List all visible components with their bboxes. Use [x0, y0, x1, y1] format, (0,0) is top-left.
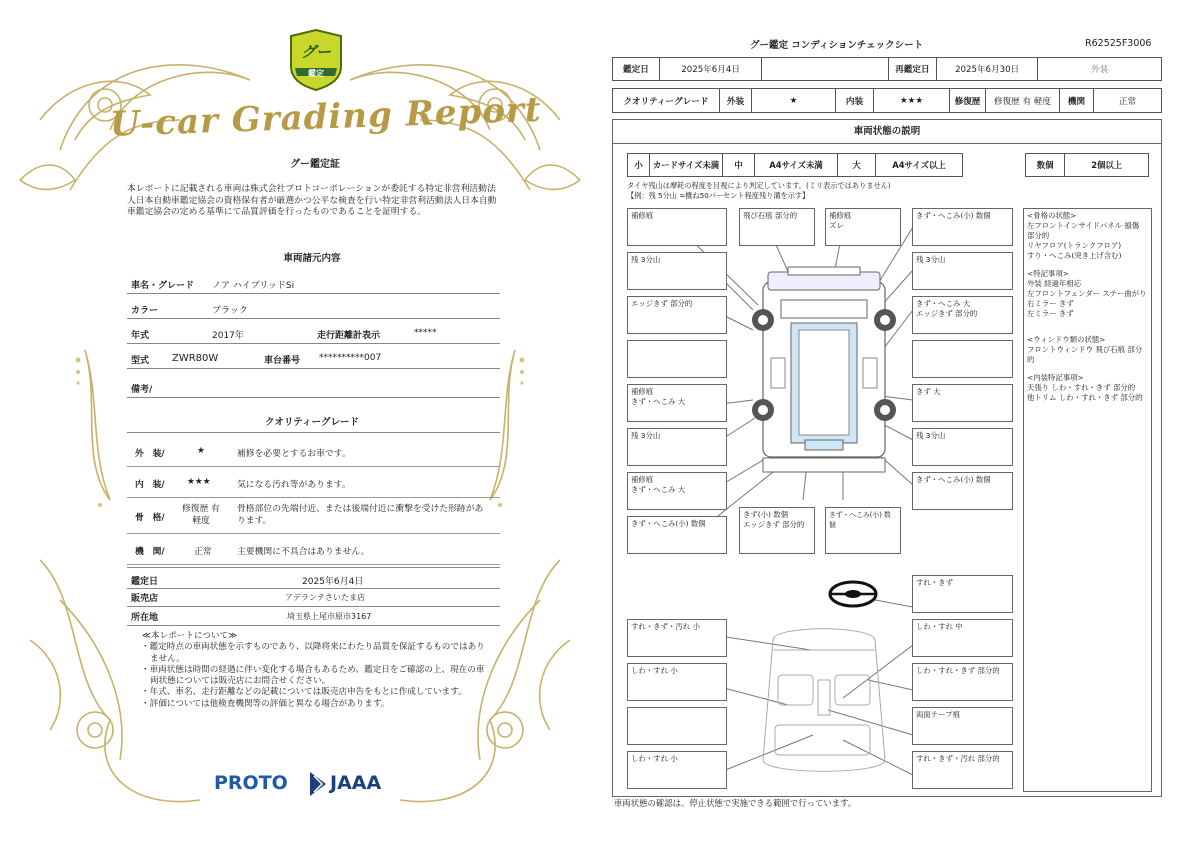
redate-label: 再鑑定日 [889, 58, 937, 80]
spec-row-year [127, 322, 500, 344]
notes-heading: ≪本レポートについて≫ [142, 631, 238, 641]
note-line: <骨格の状態> [1027, 211, 1077, 220]
certificate-statement: 本レポートに記載される車両は株式会社プロトコーポレーションが委託する特定非営利活動法人日本自動車鑑定協会の資格保有者が厳選かつ公平な検査を行い特定非営利活動法人日本自動車鑑定協会の定める基準にて品質評価を行ったものであることを証明する。 [127, 184, 497, 217]
comment-text: 両面テープ痕 [916, 710, 960, 719]
note-line: 外装 経過年相応 [1027, 279, 1082, 288]
size-small-desc: カードサイズ未満 [650, 154, 723, 176]
comment-text: 残 3分山 [631, 255, 661, 264]
comment-rear-bumper [825, 507, 901, 554]
comment-text: きず・へこみ 大 [631, 397, 686, 406]
repair-label: 修復歴 [950, 89, 986, 112]
note-line: 右ミラー きず [1027, 299, 1074, 308]
spec-row-color [127, 297, 500, 319]
spec-row-remarks [127, 376, 500, 398]
comment-text: しわ・すれ・きず 部分的 [916, 666, 1000, 675]
note-line: <ウィンドウ類の状態> [1027, 335, 1106, 344]
comment-text: きず・へこみ(小) 数個 [916, 211, 991, 220]
comment-text: きず・へこみ 大 [916, 299, 971, 308]
count-desc: 2個以上 [1091, 160, 1123, 170]
engine-value: 正常 [1118, 96, 1137, 107]
car-interior-icon [763, 629, 885, 772]
comment-front-right-seat [912, 619, 1013, 657]
grade-row-engine [127, 534, 500, 565]
spec-year-value: 2017年 [212, 331, 244, 341]
comment-text: エッジきず 部分的 [743, 520, 805, 529]
count-legend [1025, 153, 1149, 177]
grade-exterior-desc: 補修を必要とするお車です。 [237, 449, 351, 459]
comment-text: しわ・すれ 中 [916, 622, 963, 631]
grade-exterior-label: 外 装/ [135, 449, 165, 459]
note-line: 左フロントインサイドパネル 損傷 [1027, 221, 1140, 230]
spec-model-value: ZWR80W [172, 353, 219, 364]
tire-note-line-1: タイヤ残山は摩耗の程度を目視により判定しています。(ミリ表示ではありません) [627, 181, 891, 190]
count-label: 数個 [1026, 154, 1065, 176]
grade-interior-value: ★★★ [187, 477, 211, 487]
comment-tire-rear-right [912, 428, 1013, 466]
comment-front-left-bumper [627, 208, 727, 246]
quality-label: クオリティーグレード [613, 89, 720, 112]
ext-label: 外装 [1091, 65, 1109, 75]
grade-interior-label: 内 装/ [135, 480, 165, 490]
steering-wheel-icon [830, 582, 876, 606]
certificate-title: グー鑑定証 [290, 159, 340, 170]
comment-front-left-seat [627, 619, 727, 657]
note-item: ・評価については他検査機関等の評価と異なる場合があります。 [141, 698, 390, 709]
comment-rear-right-seat [912, 751, 1013, 789]
info-date-value: 2025年6月4日 [302, 577, 364, 587]
date-blank [762, 58, 889, 80]
note-gap [1027, 261, 1148, 269]
grade-frame-desc: 骨格部位の先端付近、または後端付近に衝撃を受けた形跡があります。 [237, 504, 484, 526]
note-line: 部分的 [1027, 231, 1050, 240]
grade-engine-desc: 主要機関に不具合はありません。 [237, 547, 370, 557]
int-grade-label: 内装 [836, 89, 874, 112]
spec-color-value: ブラック [212, 306, 248, 316]
report-script-title: U-car Grading Report [109, 89, 543, 145]
note-gap [1027, 365, 1148, 373]
quality-section-title: クオリティーグレード [264, 417, 360, 428]
grade-frame-value: 修復歴 有 軽度 [182, 504, 220, 526]
comment-text: 補修痕 [631, 387, 654, 396]
comment-rear-left-seat [627, 751, 727, 789]
comment-right-door-front [912, 340, 1013, 378]
comment-right-door-rear [912, 384, 1013, 422]
footer-note: 車両状態の確認は、停止状態で実施できる範囲で行っています。 [614, 798, 857, 808]
comment-right-fender [912, 296, 1013, 334]
grade-engine-label: 機 関/ [135, 547, 165, 557]
special-notes-box [1023, 208, 1152, 792]
spec-mileage-label: 走行距離計表示 [317, 331, 381, 341]
comment-left-trim [627, 663, 727, 701]
proto-logo: PROTO [214, 772, 288, 794]
size-small-label: 小 [628, 154, 650, 176]
info-row-shop [127, 588, 500, 607]
spec-model-label: 型式 [131, 356, 150, 366]
info-date-label: 鑑定日 [131, 577, 159, 587]
comment-rear-right-quarter [912, 472, 1013, 510]
comment-text: 補修痕 [829, 211, 852, 220]
comment-text: きず・へこみ(小) 数個 [916, 475, 991, 484]
badge-top-text: グー [300, 43, 331, 61]
comment-text: きず・へこみ(小) 数個 [829, 511, 891, 529]
section-title: 車両状態の説明 [613, 120, 1161, 144]
spec-color-label: カラー [131, 306, 159, 316]
comment-text: 補修痕 [631, 211, 654, 220]
note-gap [1027, 319, 1148, 327]
grade-row-exterior [127, 436, 500, 467]
note-item: ・鑑定時点の車両状態を示すものであり、以降将来にわたり品質を保証するものではありません。 [141, 642, 485, 664]
comment-text: しわ・すれ 小 [631, 754, 678, 763]
quality-divider [127, 432, 500, 433]
comment-console [912, 707, 1013, 745]
comment-left-door-front [627, 340, 727, 378]
note-gap [1027, 327, 1148, 335]
comment-left-door-rear [627, 384, 727, 422]
comment-text: ズレ [829, 221, 844, 230]
redate-value: 2025年6月30日 [937, 58, 1039, 80]
comment-text: しわ・すれ 小 [631, 666, 678, 675]
spec-chassis-value: **********007 [319, 353, 382, 363]
ext-grade-label: 外装 [720, 89, 752, 112]
size-large-desc: A4サイズ以上 [892, 160, 946, 170]
sheet-id: R62525F3006 [1085, 38, 1152, 49]
badge-bottom-text: 鑑定 [308, 69, 324, 78]
grade-row-frame [127, 498, 500, 534]
comment-tire-front-left [627, 252, 727, 290]
car-top-view-icon [752, 267, 896, 472]
jaaa-emblem-icon [308, 770, 328, 798]
grade-exterior-value: ★ [197, 446, 205, 456]
spec-name-value: ノア ハイブリッドSi [212, 281, 295, 291]
comment-text: 残 3分山 [916, 255, 946, 264]
repair-value: 修復歴 有 軽度 [986, 89, 1060, 112]
note-line: <特記事項> [1027, 269, 1069, 278]
note-line: 天張り しわ・すれ・きず 部分的 [1027, 383, 1136, 392]
note-line: 左フロントフェンダー ステー曲がり [1027, 289, 1147, 298]
tire-note-line-2: 【例：残 5分山 =概ね50パーセント程度残り溝を示す】 [627, 190, 810, 200]
comment-text: きず・へこみ(小) 数個 [631, 519, 706, 528]
comment-windshield [739, 208, 815, 246]
report-notes [140, 631, 490, 710]
spec-section-title: 車両諸元内容 [283, 253, 341, 264]
grade-row [612, 88, 1162, 113]
comment-text: きず・へこみ 大 [631, 485, 686, 494]
spec-mileage-value: ***** [414, 328, 437, 338]
comment-front-bumper [825, 208, 901, 246]
comment-rear-gate [739, 507, 815, 554]
comment-right-trim [912, 663, 1013, 701]
info-address-value: 埼玉県上尾市原市3167 [287, 612, 372, 621]
comment-text: 残 3分山 [916, 431, 946, 440]
date-label: 鑑定日 [613, 58, 660, 80]
comment-left-floor [627, 707, 727, 745]
spec-name-label: 車名・グレード [131, 281, 195, 291]
comment-text: エッジきず 部分的 [916, 309, 978, 318]
note-line: 他トリム しわ・すれ・きず 部分的 [1027, 393, 1143, 402]
spec-row-model [127, 347, 500, 369]
sheet-title: グー鑑定 コンディションチェックシート [750, 40, 924, 51]
comment-text: 補修痕 [631, 475, 654, 484]
ext-grade-value: ★ [752, 89, 836, 112]
size-mid-desc: A4サイズ未満 [755, 154, 838, 176]
note-line: <内装特記事項> [1027, 373, 1084, 382]
grade-row-interior [127, 467, 500, 498]
note-line: すり・へこみ(突き上げ含む) [1027, 251, 1122, 260]
comment-steering [912, 575, 1013, 613]
spec-remarks-label: 備考/ [131, 385, 153, 395]
comment-text: 残 3分山 [631, 431, 661, 440]
grade-frame-label: 骨 格/ [135, 513, 165, 523]
info-row-date [127, 567, 500, 589]
comment-tire-rear-left [627, 428, 727, 466]
size-mid-label: 中 [723, 154, 755, 176]
spec-row-name [127, 272, 500, 294]
note-line: フロントウィンドウ 飛び石痕 部分的 [1027, 345, 1143, 364]
grade-engine-value: 正常 [194, 547, 212, 557]
footer-logos [214, 770, 414, 800]
info-shop-label: 販売店 [131, 594, 159, 604]
goo-appraisal-badge [287, 28, 345, 92]
comment-text: きず(小) 数個 [743, 510, 789, 519]
condition-check-sheet [600, 0, 1200, 848]
note-item: ・年式、車名、走行距離などの記載については販売店申告をもとに作成しています。 [141, 687, 467, 698]
info-address-label: 所在地 [131, 613, 159, 623]
comment-text: 飛び石痕 部分的 [743, 211, 798, 220]
info-shop-value: アデランテさいたま店 [285, 593, 365, 602]
info-row-address [127, 607, 500, 626]
spec-year-label: 年式 [131, 331, 150, 341]
note-item: ・車両状態は時間の経過に伴い変化する場合もあるため、鑑定日をご確認の上、現在の車両状態については販売店にお問合せください。 [141, 664, 485, 687]
engine-label: 機関 [1060, 89, 1094, 112]
date-row [612, 57, 1162, 81]
note-line: リヤフロア(トランクフロア) [1027, 241, 1122, 250]
comment-text: きず 大 [916, 387, 941, 396]
comment-text: すれ・きず・汚れ 部分的 [916, 754, 1000, 763]
comment-text: すれ・きず・汚れ 小 [631, 622, 700, 631]
note-line: 左ミラー きず [1027, 309, 1074, 318]
vehicle-condition-section [612, 119, 1162, 797]
date-value: 2025年6月4日 [660, 58, 763, 80]
comment-tire-front-right [912, 252, 1013, 290]
comment-text: すれ・きず [916, 578, 953, 587]
comment-text: エッジきず 部分的 [631, 299, 693, 308]
comment-rear-left-quarter [627, 472, 727, 510]
grade-interior-desc: 気になる汚れ等があります。 [237, 480, 351, 490]
int-grade-value: ★★★ [874, 89, 950, 112]
comment-left-fender [627, 296, 727, 334]
comment-rear-left-bumper [627, 516, 727, 554]
comment-front-right [912, 208, 1013, 246]
size-large-label: 大 [838, 154, 876, 176]
spec-chassis-label: 車台番号 [264, 356, 301, 366]
jaaa-logo: JAAA [330, 772, 382, 794]
